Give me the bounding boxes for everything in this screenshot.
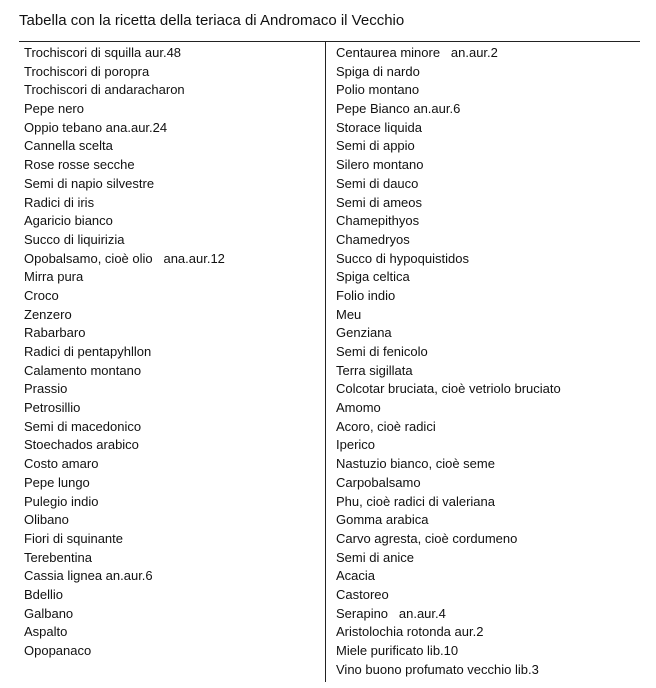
table-cell: Terra sigillata	[336, 362, 413, 378]
table-cell: Rose rosse secche	[24, 157, 135, 173]
column-divider	[325, 42, 326, 682]
table-cell: Trochiscori di andaracharon	[24, 82, 185, 98]
table-cell: Acoro, cioè radici	[336, 418, 436, 434]
table-cell: Pepe lungo	[24, 474, 90, 490]
table-cell: Chamedryos	[336, 231, 410, 247]
table-cell: Carvo agresta, cioè cordumeno	[336, 530, 518, 546]
table-cell: Terebentina	[24, 549, 92, 565]
table-cell: Croco	[24, 287, 59, 303]
table-cell: Carpobalsamo	[336, 474, 421, 490]
table-cell: Trochiscori di squilla aur.48	[24, 45, 182, 60]
recipe-table	[19, 41, 640, 682]
table-cell: Acacia	[336, 568, 376, 584]
table-cell: Semi di napio silvestre	[24, 175, 155, 191]
right-column	[336, 42, 636, 679]
table-cell: Succo di liquirizia	[24, 231, 125, 247]
table-cell: Semi di dauco	[336, 175, 419, 191]
table-cell: Costo amaro	[24, 456, 99, 472]
table-cell: Pulegio indio	[24, 493, 99, 509]
table-cell: Cannella scelta	[24, 138, 113, 154]
table-cell: Rabarbaro	[24, 325, 86, 341]
table-cell: Trochiscori di poropra	[24, 63, 150, 79]
table-cell: Storace liquida	[336, 119, 422, 135]
table-cell: Aspalto	[24, 624, 68, 640]
table-cell: Folio indio	[336, 287, 396, 303]
table-cell: Oppio tebano ana.aur.24	[24, 119, 168, 135]
table-cell: Galbano	[24, 605, 74, 621]
table-cell: Iperico	[336, 437, 376, 453]
table-cell: Opobalsamo, cioè olio ana.aur.12	[24, 250, 225, 266]
table-cell: Castoreo	[336, 586, 389, 602]
table-cell: Meu	[336, 306, 362, 322]
table-cell: Gomma arabica	[336, 512, 429, 528]
table-cell: Amomo	[336, 400, 381, 416]
table-cell: Pepe nero	[24, 101, 84, 117]
table-cell: Radici di pentapyhllon	[24, 344, 152, 359]
table-cell: Colcotar bruciata, cioè vetriolo bruciato	[336, 381, 561, 397]
table-cell: Polio montano	[336, 82, 420, 98]
table-cell: Phu, cioè radici di valeriana	[336, 493, 495, 509]
table-cell: Miele purificato lib.10	[336, 643, 459, 658]
table-cell: Opopanaco	[24, 643, 92, 658]
table-cell: Petrosillio	[24, 400, 81, 416]
table-cell: Olibano	[24, 512, 69, 528]
table-cell: Semi di fenicolo	[336, 344, 428, 359]
table-cell: Zenzero	[24, 306, 72, 322]
table-title: Tabella con la ricetta della teriaca di Andromaco il Vecchio	[19, 12, 405, 29]
table-cell: Cassia lignea an.aur.6	[24, 568, 153, 584]
table-cell: Stoechados arabico	[24, 437, 139, 453]
table-cell: Agaricio bianco	[24, 213, 113, 229]
table-cell: Genziana	[336, 325, 392, 341]
table-cell: Spiga celtica	[336, 269, 410, 285]
table-cell: Aristolochia rotonda aur.2	[336, 624, 484, 640]
table-cell: Semi di ameos	[336, 194, 422, 210]
table-cell: Nastuzio bianco, cioè seme	[336, 456, 495, 472]
table-cell: Vino buono profumato vecchio lib.3	[336, 661, 539, 677]
table-cell: Semi di anice	[336, 549, 415, 565]
table-cell: Pepe Bianco an.aur.6	[336, 101, 461, 117]
table-cell: Radici di iris	[24, 194, 95, 210]
table-cell: Serapino an.aur.4	[336, 605, 446, 621]
left-column	[24, 42, 324, 661]
table-cell: Silero montano	[336, 157, 424, 173]
table-cell: Fiori di squinante	[24, 530, 123, 546]
table-cell: Succo di hypoquistidos	[336, 250, 469, 266]
table-cell: Mirra pura	[24, 269, 84, 285]
table-cell: Bdellio	[24, 586, 64, 602]
table-cell: Calamento montano	[24, 362, 142, 378]
table-cell: Semi di macedonico	[24, 418, 142, 434]
table-cell: Prassio	[24, 381, 68, 397]
table-cell: Centaurea minore an.aur.2	[336, 45, 498, 60]
table-cell: Spiga di nardo	[336, 63, 420, 79]
table-cell: Chamepithyos	[336, 213, 420, 229]
table-cell: Semi di appio	[336, 138, 415, 154]
